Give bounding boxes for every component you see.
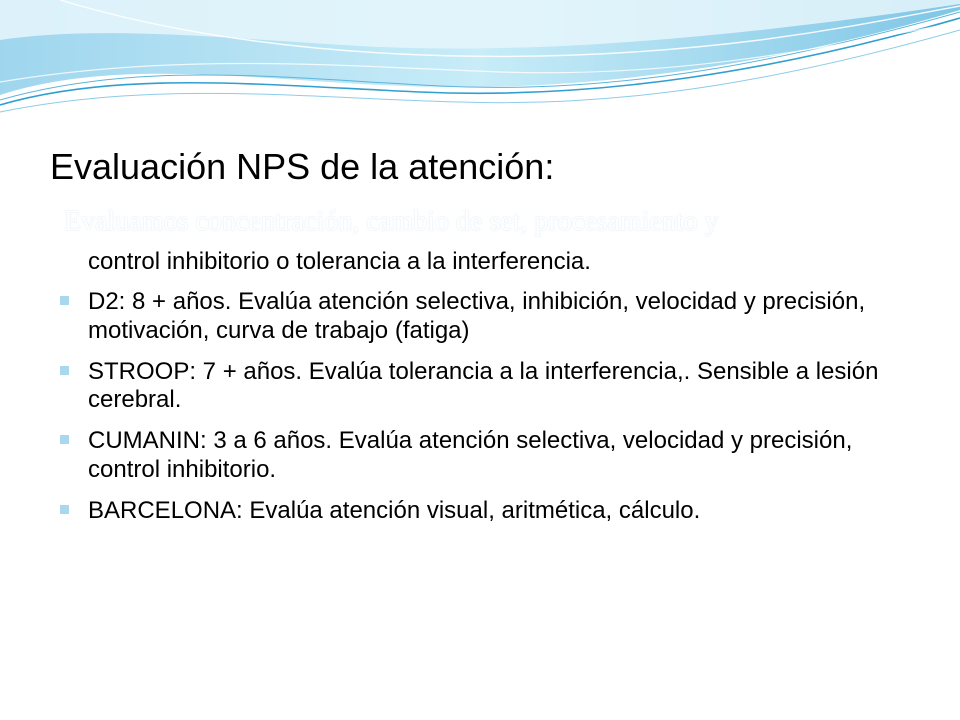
square-bullet-icon	[60, 505, 69, 514]
bullet-text: BARCELONA: Evalúa atención visual, aritmética, cálculo.	[88, 496, 701, 524]
square-bullet-icon	[60, 435, 69, 444]
bullet-item-barcelona	[60, 497, 920, 526]
square-bullet-icon	[60, 296, 69, 305]
faded-overlapping-text: Evaluamos concentración, cambio de set, procesamiento y	[64, 206, 719, 237]
header-wave-decoration	[0, 0, 960, 150]
bullet-text: CUMANIN: 3 a 6 años. Evalúa atención selectiva, velocidad y precisión, control inhibitorio.	[88, 427, 853, 483]
bullet-item-stroop	[60, 358, 920, 416]
bullet-item-d2	[60, 288, 920, 346]
continuation-text: control inhibitorio o tolerancia a la interferencia.	[88, 248, 591, 275]
bullet-text: D2: 8 + años. Evalúa atención selectiva, inhibición, velocidad y precisión, motivación, curva de trabajo (fatiga)	[88, 288, 866, 344]
slide-title: Evaluación NPS de la atención:	[50, 146, 555, 187]
square-bullet-icon	[60, 366, 69, 375]
bullet-list	[60, 288, 920, 538]
bullet-text: STROOP: 7 + años. Evalúa tolerancia a la interferencia,. Sensible a lesión cerebral.	[88, 357, 879, 414]
bullet-item-cumanin	[60, 427, 920, 485]
